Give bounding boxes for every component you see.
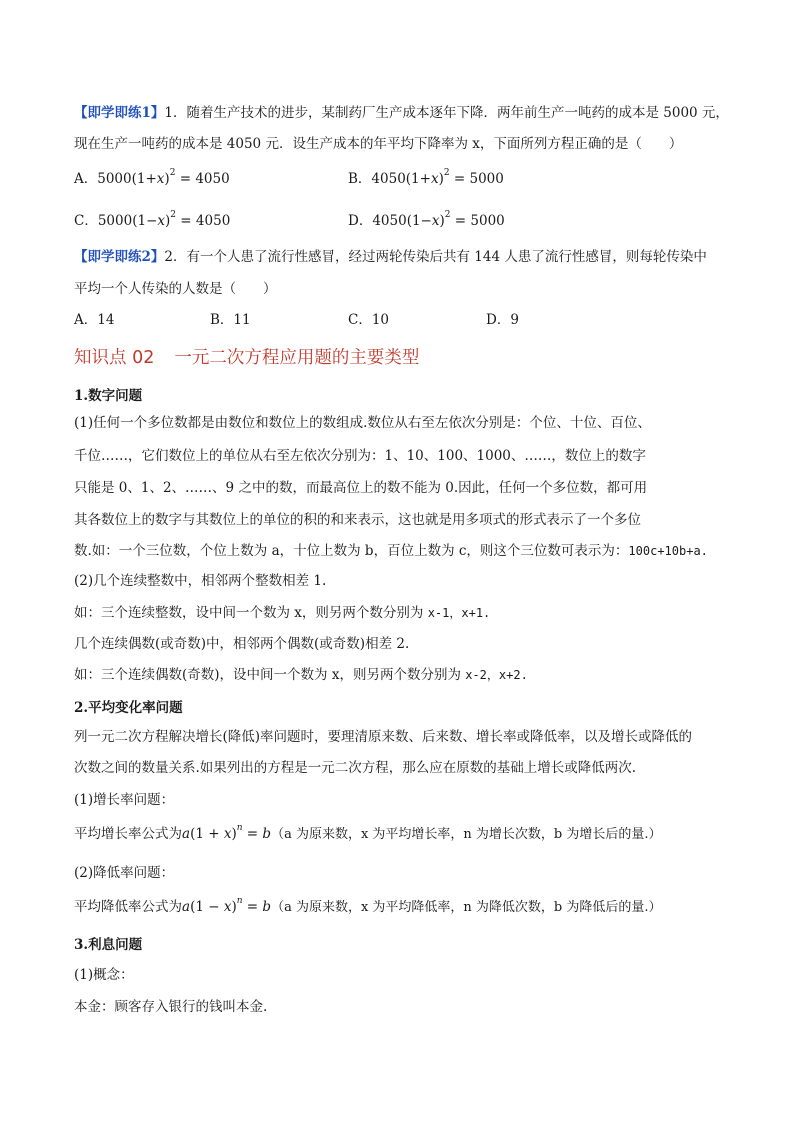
section1-paragraph-line2: 千位……，它们数位上的单位从右至左依次分别为：1、10、100、1000、……，数位上的数字 [74, 448, 646, 464]
practice2-text-line1: 2．有一个人患了流行性感冒，经过两轮传染后共有 144 人患了流行性感冒，则每轮传染中 [164, 249, 707, 265]
section3-title: 3.利息问题 [74, 937, 143, 953]
practice1-option-a: A．$5000(1+x)^2 = 4050$ [74, 168, 230, 187]
growth-formula-math: $a(1 + x)^n = b$ [182, 823, 272, 842]
practice1-text-line1: 1．随着生产技术的进步，某制药厂生产成本逐年下降．两年前生产一吨药的成本是 5000 元， [164, 105, 729, 121]
practice2-question-line2: 平均一个人传染的人数是（ ） [74, 281, 277, 297]
practice1-question-line1 [74, 103, 729, 123]
practice2-tag: 【即学即练2】 [74, 249, 165, 265]
section2-decline-formula: 平均降低率公式为$a(1 - x)^n = b(a$ 为原来数，x 为平均降低率，n 为降低次数，b 为降低后的量.） [74, 896, 662, 915]
decline-formula-math: $a(1 - x)^n = b$ [182, 896, 272, 915]
practice2-option-a: A．14 [74, 312, 115, 328]
consecutive-integers-expression: x-1，x+1. [427, 606, 491, 620]
practice2-question-line1 [74, 247, 707, 267]
knowledge-point-title: 一元二次方程应用题的主要类型 [174, 348, 420, 368]
three-digit-expression: 100c+10b+a. [628, 544, 708, 558]
section1-paragraph-line4: 其各数位上的数字与其数位上的单位的积的和来表示，这也就是用多项式的形式表示了一个多位 [74, 512, 641, 528]
knowledge-point-number: 知识点 02 [74, 348, 155, 368]
practice2-option-b: B．11 [210, 312, 251, 328]
section1-paragraph-line9: 如：三个连续偶数(奇数)，设中间一个数为 x，则另两个数分别为 x-2，x+2. [74, 667, 528, 683]
practice2-option-d: D．9 [486, 312, 519, 328]
practice1-option-d: D．$4050(1-x)^2 = 5000$ [348, 210, 505, 229]
section1-paragraph-line1: (1)任何一个多位数都是由数位和数位上的数组成.数位从右至左依次分别是：个位、十位、百位、 [74, 415, 651, 431]
section2-paragraph-line2: 次数之间的数量关系.如果列出的方程是一元二次方程，那么应在原数的基础上增长或降低两次. [74, 760, 637, 776]
practice1-tag: 【即学即练1】 [74, 105, 165, 121]
practice1-question-line2: 现在生产一吨药的成本是 4050 元．设生产成本的年平均下降率为 x，下面所列方程正确的是（ ） [74, 136, 683, 152]
section2-growth-subtitle: (1)增长率问题： [74, 792, 175, 808]
section3-paragraph-line1: 本金：顾客存入银行的钱叫本金. [74, 999, 268, 1015]
knowledge-point-heading [74, 344, 419, 369]
section2-title: 2.平均变化率问题 [74, 700, 183, 716]
consecutive-evens-expression: x-2，x+2. [465, 668, 528, 682]
section1-paragraph-line6: (2)几个连续整数中，相邻两个整数相差 1. [74, 573, 327, 589]
section1-paragraph-line5: 数.如：一个三位数，个位上数为 a，十位上数为 b，百位上数为 c，则这个三位数可表示为：100c+10b+a. [74, 543, 708, 559]
section2-growth-formula: 平均增长率公式为$a(1 + x)^n = b(a$ 为原来数，x 为平均增长率，n 为增长次数，b 为增长后的量.） [74, 823, 662, 842]
section1-paragraph-line3: 只能是 0、1、2、……、9 之中的数，而最高位上的数不能为 0.因此，任何一个多位数，都可用 [74, 480, 648, 496]
practice2-option-c: C．10 [348, 312, 390, 328]
section1-paragraph-line8: 几个连续偶数(或奇数)中，相邻两个偶数(或奇数)相差 2. [74, 636, 410, 652]
section1-title: 1.数字问题 [74, 388, 143, 404]
section3-concept-subtitle: (1)概念： [74, 967, 134, 983]
practice1-option-c: C．$5000(1-x)^2 = 4050$ [74, 210, 231, 229]
section1-paragraph-line7: 如：三个连续整数，设中间一个数为 x，则另两个数分别为 x-1，x+1. [74, 605, 491, 621]
section2-decline-subtitle: (2)降低率问题： [74, 865, 175, 881]
section2-paragraph-line1: 列一元二次方程解决增长(降低)率问题时，要理清原来数、后来数、增长率或降低率，以及增长或降低的 [74, 729, 693, 745]
practice1-option-b: B．$4050(1+x)^2 = 5000$ [348, 168, 504, 187]
